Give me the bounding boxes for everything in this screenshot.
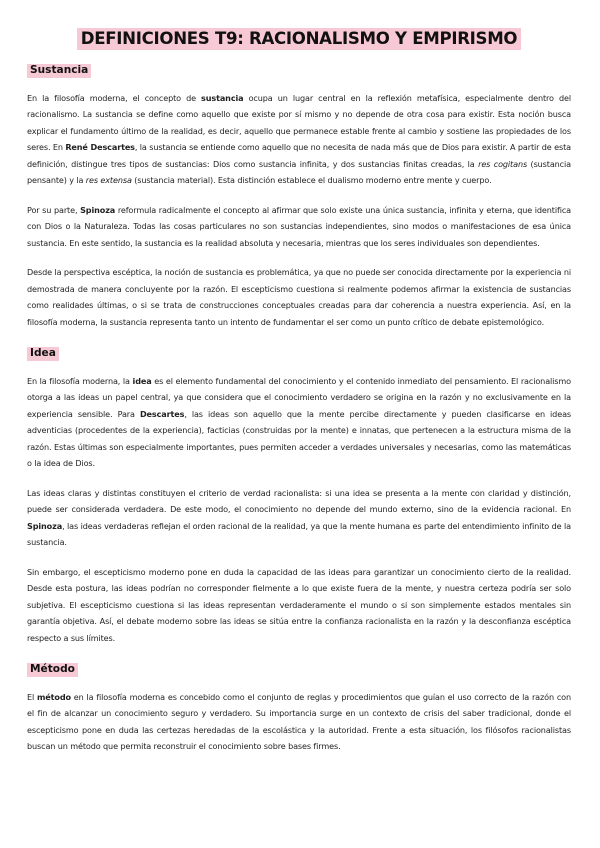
paragraph (27, 90, 571, 189)
section-heading-wrap (27, 60, 571, 90)
text-run: , las ideas verdaderas reflejan el orden racional de la realidad, ya que la mente humana es parte del entendimiento infinito de la sustancia. (27, 520, 571, 548)
bold-term: método (36, 691, 71, 702)
text-run: En la filosofía moderna, el concepto de (27, 92, 202, 103)
text-run: El (27, 691, 37, 702)
section-heading: Método (27, 663, 78, 677)
title-wrap (27, 28, 571, 50)
text-run: Sin embargo, el escepticismo moderno pone en duda la capacidad de las ideas para garantizar un conocimiento cierto de la realidad. Desde esta postura, las ideas podrían no corresponder fielmente a lo que existe fuera de la mente, y nuestra certeza podría ser solo subjetiva. El escepticismo cuestiona si las ideas representan verdaderamente el mundo o si son simplemente estados mentales sin garantía objetiva. Así, el debate moderno sobre las ideas se sitúa entre la confianza racionalista en la razón y la desconfianza escéptica respecto a sus límites. (27, 566, 571, 643)
italic-term: res extensa (85, 175, 132, 186)
section-metodo (27, 659, 571, 755)
paragraph (27, 264, 571, 330)
text-run: , la sustancia se entiende como aquello que no necesita de nada más que de Dios para existir. A partir de esta definición, distingue tres tipos de sustancias: Dios como sustancia infinita, y dos sustancias finitas creadas, la (27, 142, 571, 169)
text-run: en la filosofía moderna es concebido como el conjunto de reglas y procedimientos que guían el uso correcto de la razón con el fin de alcanzar un conocimiento seguro y verdadero. Su importancia surge en un contexto de crisis del saber tradicional, donde el escepticismo pone en duda las certezas heredadas de la escolástica y la autoridad. Frente a esta situación, los filósofos racionalistas buscan un método que permita reconstruir el conocimiento sobre bases firmes. (27, 691, 572, 752)
bold-term: idea (132, 375, 152, 386)
text-run: Las ideas claras y distintas constituyen el criterio de verdad racionalista: si una idea se presenta a la mente con claridad y distinción, puede ser considerada verdadera. De este modo, el conocimiento no depende del mundo externo, sino de la evidencia racional. En (27, 487, 571, 515)
text-run: Por su parte, (27, 204, 81, 215)
bold-term: Spinoza (80, 204, 116, 215)
page-title: DEFINICIONES T9: RACIONALISMO Y EMPIRISMO (77, 28, 521, 50)
italic-term: res cogitans (478, 158, 528, 169)
bold-term: Descartes (139, 408, 185, 419)
bold-term: sustancia (201, 92, 244, 103)
paragraph (27, 485, 571, 551)
paragraph (27, 689, 571, 755)
paragraph (27, 564, 571, 647)
text-run: Desde la perspectiva escéptica, la noción de sustancia es problemática, ya que no puede ser conocida directamente por la experiencia ni demostrada de manera concluyente por la razón. El escepticismo cuestiona si realmente podemos afirmar la existencia de sustancias como realidades últimas, o si se trata de construcciones conceptuales creadas para dar coherencia a nuestra experiencia. Así, en la filosofía moderna, la sustancia representa tanto un intento de fundamentar el ser como un punto crítico de debate epistemológico. (27, 267, 571, 327)
section-heading-wrap (27, 343, 571, 373)
text-run: En la filosofía moderna, la (27, 375, 133, 386)
text-run: reformula radicalmente el concepto al afirmar que solo existe una única sustancia, infinita y eterna, que identifica con Dios o la Naturaleza. Todas las cosas particulares no son sustancias independientes, sino modos o manifestaciones de esa única sustancia. En este sentido, la sustancia es la realidad absoluta y necesaria, mientras que los seres individuales son dependientes. (27, 204, 571, 248)
section-heading: Idea (27, 347, 59, 361)
paragraph (27, 373, 571, 472)
document-page (27, 28, 571, 768)
sections-container (27, 60, 571, 755)
text-run: (sustancia material). Esta distinción establece el dualismo moderno entre mente y cuerpo. (131, 175, 492, 186)
section-idea (27, 343, 571, 646)
section-sustancia (27, 60, 571, 330)
bold-term: Spinoza (27, 520, 63, 531)
text-run: (sustancia pensante) y la (27, 158, 571, 186)
text-run: ocupa un lugar central en la reflexión metafísica, especialmente dentro del racionalismo. La sustancia se define como aquello que existe por sí mismo y no depende de otra cosa para existir. Esta noción busca explicar el fundamento último de la realidad, es decir, aquello que permanece estable frente al cambio y sostiene las propiedades de los seres. En (27, 92, 571, 153)
text-run: , las ideas son aquello que la mente percibe directamente y pueden clasificarse en ideas adventicias (procedentes de la experiencia), facticias (construidas por la mente) e innatas, que pertenecen a la estructura misma de la razón. Estas últimas son especialmente importantes, pues permiten acceder a verdades universales y necesarias, como las matemáticas o la idea de Dios. (27, 408, 571, 469)
section-heading-wrap (27, 659, 571, 689)
paragraph (27, 202, 571, 252)
bold-term: René Descartes (65, 142, 135, 153)
section-heading: Sustancia (27, 64, 91, 78)
text-run: es el elemento fundamental del conocimiento y el contenido inmediato del pensamiento. El racionalismo otorga a las ideas un papel central, ya que considera que el conocimiento verdadero se origina en la razón y no exclusivamente en la experiencia sensible. Para (27, 375, 571, 419)
